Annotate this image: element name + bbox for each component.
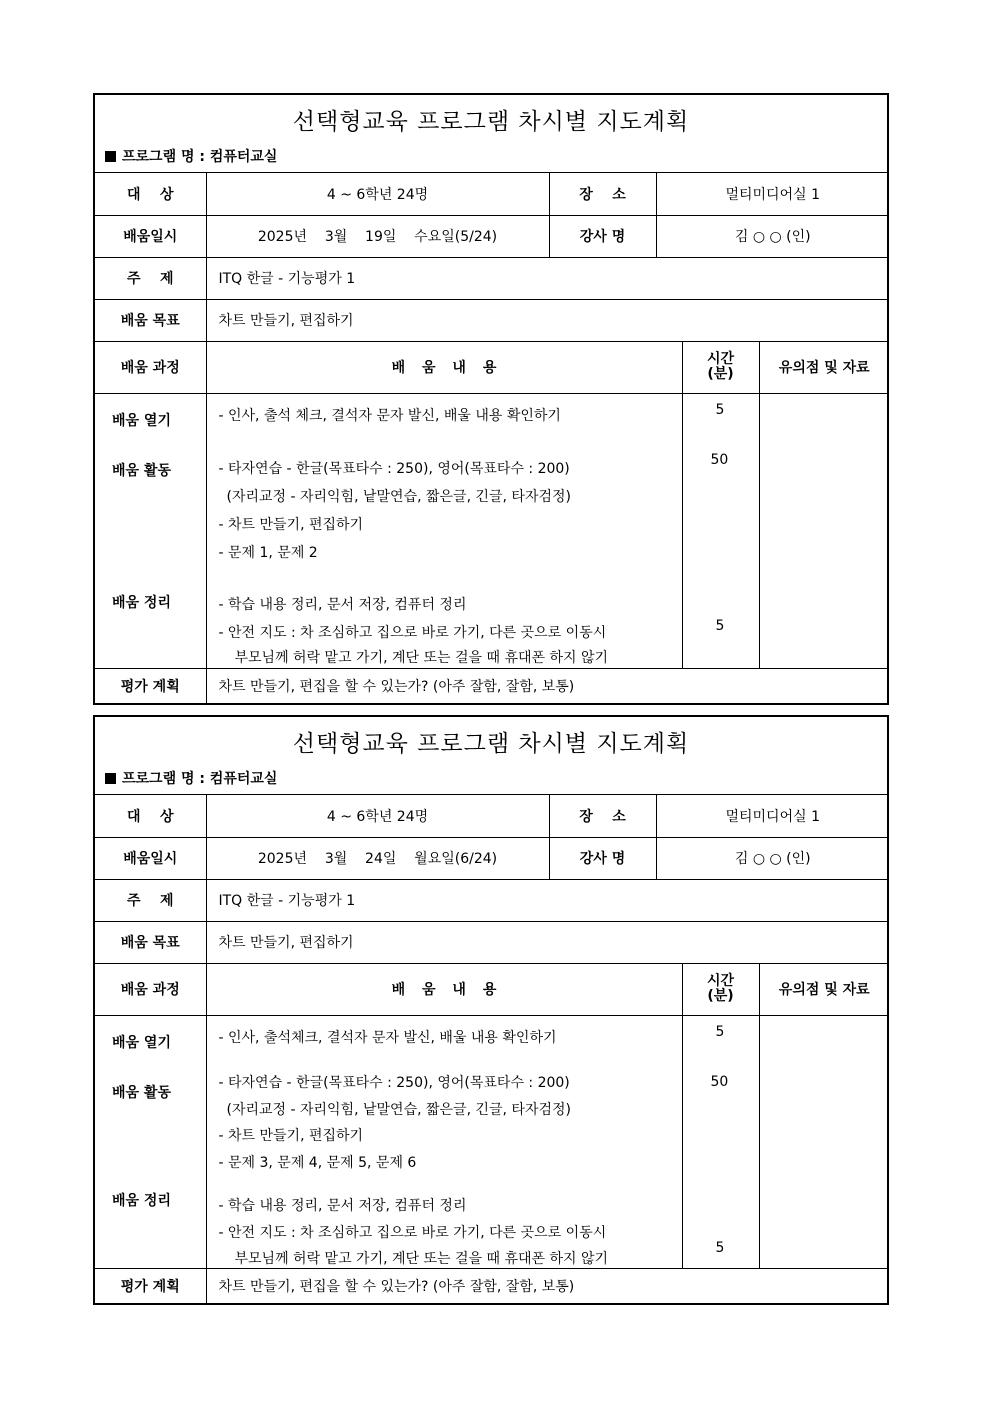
process-label: 배움 과정: [95, 341, 206, 393]
program-name-text: 프로그램 명 : 컴퓨터교실: [122, 771, 278, 787]
date-label: 배움일시: [95, 215, 206, 257]
notes-label: 유의점 및 자료: [759, 963, 889, 1015]
eval-value: 차트 만들기, 편집을 할 수 있는가? (아주 잘함, 잘함, 보통): [206, 1268, 889, 1303]
time-cell: [682, 1015, 759, 1268]
time-header-line1: 시간: [706, 351, 735, 367]
stage-open: 배움 열기: [112, 412, 171, 429]
goal-label: 배움 목표: [95, 921, 206, 963]
eval-label: 평가 계획: [95, 1268, 206, 1303]
topic-value: ITQ 한글 - 기능평가 1: [206, 879, 889, 921]
open-line: - 인사, 출석체크, 결석자 문자 발신, 배울 내용 확인하기: [218, 1029, 557, 1046]
notes-cell: [759, 393, 889, 668]
close-line: - 안전 지도 : 차 조심하고 집으로 바로 가기, 다른 곳으로 이동시: [218, 1224, 607, 1241]
plan-header: [95, 717, 887, 795]
place-label: 장 소: [549, 173, 656, 215]
lesson-plan-2: [93, 715, 889, 1305]
place-value: 멀티미디어실 1: [656, 173, 889, 215]
target-value: 4 ~ 6학년 24명: [206, 173, 549, 215]
topic-label: 주 제: [95, 257, 206, 299]
time-header: [682, 963, 759, 1015]
stage-close: 배움 정리: [112, 1192, 171, 1209]
plan-table: [95, 795, 889, 1303]
notes-cell: [759, 1015, 889, 1268]
stages-cell: [95, 393, 206, 668]
date-value: 2025년 3월 24일 월요일(6/24): [206, 837, 549, 879]
square-bullet-icon: [105, 151, 116, 162]
place-value: 멀티미디어실 1: [656, 795, 889, 837]
notes-label: 유의점 및 자료: [759, 341, 889, 393]
stage-activity: 배움 활동: [112, 462, 171, 479]
content-label: 배 움 내 용: [206, 963, 682, 1015]
activity-line: - 타자연습 - 한글(목표타수 : 250), 영어(목표타수 : 200): [218, 460, 570, 477]
place-label: 장 소: [549, 795, 656, 837]
open-line: - 인사, 출석 체크, 결석자 문자 발신, 배울 내용 확인하기: [218, 407, 561, 424]
instructor-label: 강사 명: [549, 215, 656, 257]
eval-label: 평가 계획: [95, 668, 206, 703]
program-name-text: 프로그램 명 : 컴퓨터교실: [122, 149, 278, 165]
activity-line: - 문제 1, 문제 2: [218, 544, 318, 561]
target-label: 대 상: [95, 795, 206, 837]
plan-header: [95, 95, 887, 173]
stages-cell: [95, 1015, 206, 1268]
close-line: 부모님께 허락 맡고 가기, 계단 또는 걸을 때 휴대폰 하지 않기: [234, 1250, 609, 1267]
square-bullet-icon: [105, 773, 116, 784]
time-activity: 50: [710, 1073, 729, 1090]
content-cell: [206, 393, 682, 668]
program-name: [105, 768, 277, 788]
time-header-line2: (분): [707, 366, 734, 382]
program-name: [105, 146, 277, 166]
content-cell: [206, 1015, 682, 1268]
stage-activity: 배움 활동: [112, 1084, 171, 1101]
process-label: 배움 과정: [95, 963, 206, 1015]
time-activity: 50: [710, 451, 729, 468]
date-value: 2025년 3월 19일 수요일(5/24): [206, 215, 549, 257]
plan-title: 선택형교육 프로그램 차시별 지도계획: [292, 109, 690, 135]
instructor-label: 강사 명: [549, 837, 656, 879]
stage-close: 배움 정리: [112, 594, 171, 611]
time-header: [682, 341, 759, 393]
goal-value: 차트 만들기, 편집하기: [206, 299, 889, 341]
time-close: 5: [715, 617, 725, 634]
activity-line: (자리교정 - 자리익힘, 낱말연습, 짧은글, 긴글, 타자검정): [226, 488, 571, 505]
stage-open: 배움 열기: [112, 1034, 171, 1051]
activity-line: - 차트 만들기, 편집하기: [218, 516, 364, 533]
eval-value: 차트 만들기, 편집을 할 수 있는가? (아주 잘함, 잘함, 보통): [206, 668, 889, 703]
activity-line: - 차트 만들기, 편집하기: [218, 1127, 364, 1144]
target-value: 4 ~ 6학년 24명: [206, 795, 549, 837]
topic-label: 주 제: [95, 879, 206, 921]
plan-table: [95, 173, 889, 703]
close-line: 부모님께 허락 맡고 가기, 계단 또는 걸을 때 휴대폰 하지 않기: [234, 649, 609, 666]
goal-value: 차트 만들기, 편집하기: [206, 921, 889, 963]
time-header-line2: (분): [707, 988, 734, 1004]
goal-label: 배움 목표: [95, 299, 206, 341]
instructor-value: 김 ○ ○ (인): [656, 837, 889, 879]
time-open: 5: [715, 1023, 725, 1040]
target-label: 대 상: [95, 173, 206, 215]
content-label: 배 움 내 용: [206, 341, 682, 393]
close-line: - 안전 지도 : 차 조심하고 집으로 바로 가기, 다른 곳으로 이동시: [218, 624, 607, 641]
close-line: - 학습 내용 정리, 문서 저장, 컴퓨터 정리: [218, 596, 467, 613]
close-line: - 학습 내용 정리, 문서 저장, 컴퓨터 정리: [218, 1197, 467, 1214]
plan-title: 선택형교육 프로그램 차시별 지도계획: [292, 731, 690, 757]
instructor-value: 김 ○ ○ (인): [656, 215, 889, 257]
date-label: 배움일시: [95, 837, 206, 879]
activity-line: - 타자연습 - 한글(목표타수 : 250), 영어(목표타수 : 200): [218, 1074, 570, 1091]
lesson-plan-1: [93, 93, 889, 705]
time-cell: [682, 393, 759, 668]
time-header-line1: 시간: [706, 973, 735, 989]
time-open: 5: [715, 401, 725, 418]
topic-value: ITQ 한글 - 기능평가 1: [206, 257, 889, 299]
time-close: 5: [715, 1239, 725, 1256]
activity-line: - 문제 3, 문제 4, 문제 5, 문제 6: [218, 1154, 417, 1171]
activity-line: (자리교정 - 자리익힘, 낱말연습, 짧은글, 긴글, 타자검정): [226, 1101, 571, 1118]
